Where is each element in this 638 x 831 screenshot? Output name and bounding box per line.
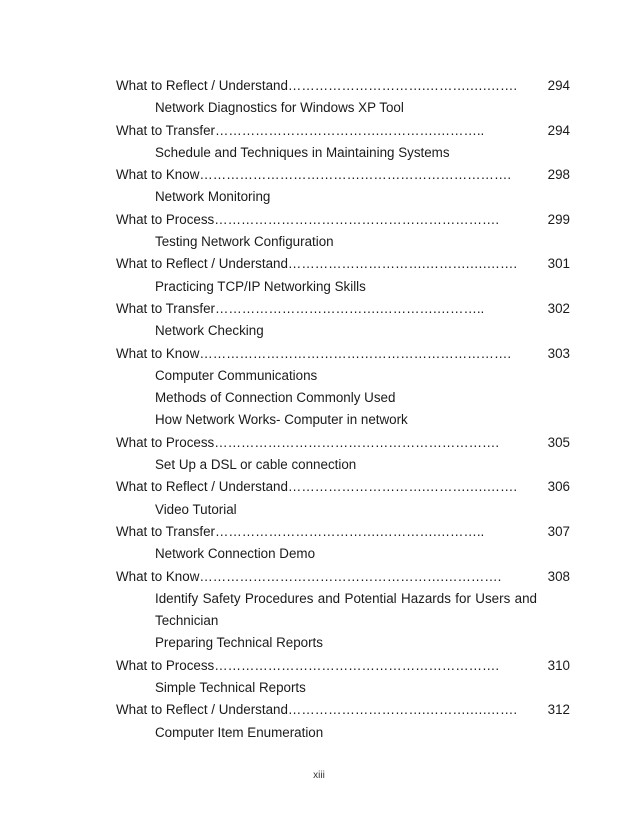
toc-entry — [116, 432, 570, 454]
toc-entry-title: What to Reflect / Understand………………………….……….….……. — [116, 479, 518, 495]
page-number-footer: xiii — [313, 770, 325, 781]
toc-subentry: Set Up a DSL or cable connection — [155, 457, 357, 473]
toc-subentry: How Network Works- Computer in network — [155, 412, 408, 428]
toc-entry-page-number: 308 — [547, 568, 570, 584]
toc-entry — [116, 298, 570, 320]
toc-subentry: Simple Technical Reports — [155, 680, 306, 696]
toc-subentry: Video Tutorial — [155, 501, 237, 517]
toc-subentry: Identify Safety Procedures and Potential Hazards for Users and Technician — [155, 590, 537, 629]
toc-subentry: Network Checking — [155, 323, 264, 339]
toc-entry-title: What to Reflect / Understand………………………….……….….……. — [116, 256, 518, 272]
toc-entry-title: What to Process………………………………………………………. — [116, 657, 500, 673]
toc-subentry: Preparing Technical Reports — [155, 635, 323, 651]
toc-entry-page-number: 294 — [547, 122, 570, 138]
toc-entry-title: What to Know……………………………………………………………. — [116, 345, 512, 361]
toc-entry — [116, 699, 570, 721]
toc-entry-page-number: 303 — [547, 345, 570, 361]
toc-entry — [116, 476, 570, 498]
toc-entry — [116, 343, 570, 365]
toc-entry-title: What to Process………………………………………………………. — [116, 434, 500, 450]
toc-entry-title: What to Know……………………………………………………………. — [116, 167, 512, 183]
toc-entry — [116, 566, 570, 588]
toc-subentry: Network Diagnostics for Windows XP Tool — [155, 100, 404, 116]
toc-entry — [116, 75, 570, 97]
toc-entry-page-number: 299 — [547, 211, 570, 227]
toc-entry-title: What to Reflect / Understand………………………….……….….……. — [116, 702, 518, 718]
toc-entry-page-number: 307 — [547, 523, 570, 539]
toc-subentry: Network Connection Demo — [155, 546, 316, 562]
table-of-contents — [116, 75, 570, 744]
toc-entry — [116, 253, 570, 275]
toc-entry-title: What to Reflect / Understand………………………….……….….……. — [116, 78, 518, 93]
toc-subentry: Computer Communications — [155, 367, 318, 383]
toc-entry-page-number: 310 — [547, 657, 570, 673]
toc-entry-title: What to Transfer……………………………….………….……….. — [116, 523, 485, 539]
toc-subentry: Computer Item Enumeration — [155, 724, 324, 740]
toc-entry-title: What to Know……………………………………………….…………. — [116, 568, 502, 584]
toc-entry — [116, 120, 570, 142]
toc-entry-page-number: 305 — [547, 434, 570, 450]
toc-entry — [116, 164, 570, 186]
toc-entry — [116, 521, 570, 543]
toc-entry-title: What to Process………………………………………………………. — [116, 211, 500, 227]
toc-subentry: Network Monitoring — [155, 189, 271, 205]
toc-entry-page-number: 298 — [547, 167, 570, 183]
toc-entry-page-number: 306 — [547, 479, 570, 495]
toc-entry-page-number: 294 — [547, 78, 570, 93]
toc-entry — [116, 209, 570, 231]
toc-entry — [116, 655, 570, 677]
toc-subentry: Methods of Connection Commonly Used — [155, 390, 396, 406]
toc-entry-page-number: 302 — [547, 300, 570, 316]
toc-entry-title: What to Transfer……………………………….………….……….. — [116, 300, 485, 316]
toc-subentry: Testing Network Configuration — [155, 234, 334, 250]
toc-entry-page-number: 312 — [547, 702, 570, 718]
toc-subentry: Practicing TCP/IP Networking Skills — [155, 278, 366, 294]
toc-entry-title: What to Transfer……………………………….………….……….. — [116, 122, 485, 138]
toc-entry-page-number: 301 — [547, 256, 570, 272]
toc-subentry: Schedule and Techniques in Maintaining Systems — [155, 144, 450, 160]
